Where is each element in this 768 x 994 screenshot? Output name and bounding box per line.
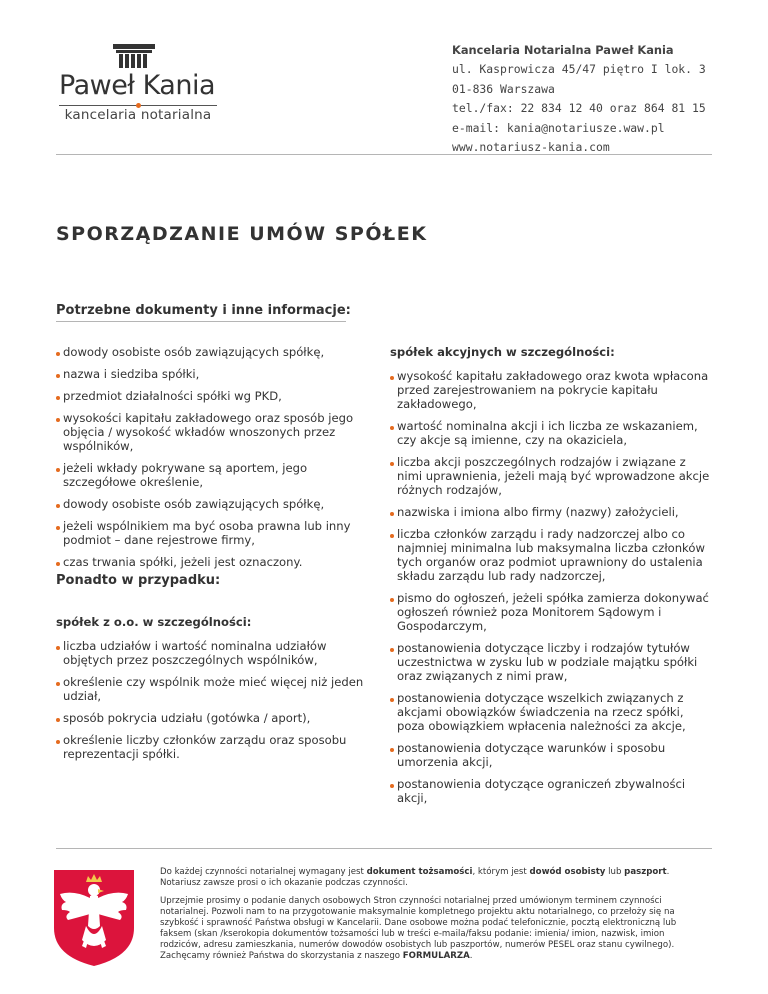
sa-item-text: postanowienia dotyczące ograniczeń zbywalności akcji,	[397, 777, 686, 805]
sa-item	[390, 741, 710, 769]
bullet-icon	[390, 598, 394, 602]
address-line-1: ul. Kasprowicza 45/47 piętro I lok. 3	[452, 62, 706, 77]
bullet-icon	[390, 462, 394, 466]
bullet-icon	[56, 468, 60, 472]
sa-item	[390, 505, 710, 519]
sa-item	[390, 777, 710, 805]
section-heading-documents: Potrzebne dokumenty i inne informacje:	[56, 303, 351, 318]
sa-item-text: liczba członków zarządu i rady nadzorczej albo co najmniej minimalna lub maksymalna liczba członków tych organów oraz podmiot uprawniony do ustalenia składu zarządu lub rady nadzorczej,	[397, 527, 705, 583]
sa-item	[390, 455, 710, 497]
address-line-2: 01-836 Warszawa	[452, 81, 555, 96]
left-column	[56, 345, 376, 577]
bullet-icon	[390, 512, 394, 516]
document-item-text: jeżeli wspólnikiem ma być osoba prawna lub inny podmiot – dane rejestrowe firmy,	[63, 519, 351, 547]
website-line[interactable]: www.notariusz-kania.com	[452, 140, 610, 155]
footer-text: .	[666, 867, 670, 877]
sa-item	[390, 369, 710, 411]
section-heading-additional: Ponadto w przypadku:	[56, 573, 221, 588]
logo-divider	[59, 105, 217, 106]
bullet-icon	[56, 504, 60, 508]
form-link[interactable]: FORMULARZA	[402, 951, 470, 961]
zoo-item-text: określenie liczby członków zarządu oraz sposobu reprezentacji spółki.	[63, 733, 347, 761]
logo-name: Paweł Kania	[59, 70, 215, 101]
sa-item	[390, 527, 710, 583]
document-item	[56, 497, 376, 511]
bullet-icon	[56, 374, 60, 378]
footer-id-note	[160, 867, 705, 889]
footer-bold-passport: paszport	[624, 867, 667, 877]
phone-line: tel./fax: 22 834 12 40 oraz 864 81 15	[452, 101, 706, 116]
logo-subtitle: kancelaria notarialna	[64, 107, 212, 123]
zoo-item	[56, 675, 376, 703]
footer-text: Uprzejmie prosimy o podanie danych osobowych Stron czynności notarialnej przed umówionym terminem czynności notarialnej. Pozwoli nam to na przygotowanie maksymalnie kompletnego projektu aktu notarialnego, co przełoży się na szybkość i sprawność Państwa obsługi w Kancelarii. Dane osobowe można podać telefonicznie, pocztą elektroniczną lub faksem (skan /kserokopia dokumentów tożsamości lub w treści e-maila/faksu podanie: imienia/ imion, nazwisk, imion rodziców, adresu zamieszkania, numerów dowodów osobistych lub paszportów, numerów PESEL oraz stanu cywilnego). Zachęcamy również Państwa do skorzystania z naszego	[160, 896, 677, 961]
zoo-list	[56, 639, 376, 761]
sa-column	[390, 345, 710, 813]
footer-divider	[56, 848, 712, 849]
bullet-icon	[56, 396, 60, 400]
document-item-text: przedmiot działalności spółki wg PKD,	[63, 389, 282, 403]
bullet-icon	[56, 718, 60, 722]
sa-item-text: pismo do ogłoszeń, jeżeli spółka zamierza dokonywać ogłoszeń również poza Monitorem Sądowym i Gospodarczym,	[397, 591, 709, 633]
office-name: Kancelaria Notarialna Paweł Kania	[452, 43, 674, 57]
bullet-icon	[390, 648, 394, 652]
email-line[interactable]: e-mail: kania@notariusze.waw.pl	[452, 120, 665, 135]
sa-item	[390, 591, 710, 633]
bullet-icon	[56, 646, 60, 650]
document-item	[56, 345, 376, 359]
document-item	[56, 367, 376, 381]
zoo-item-text: sposób pokrycia udziału (gotówka / aport),	[63, 711, 311, 725]
bullet-icon	[390, 534, 394, 538]
section-divider	[56, 321, 346, 322]
document-item-text: nazwa i siedziba spółki,	[63, 367, 200, 381]
document-item	[56, 461, 376, 489]
bullet-icon	[390, 426, 394, 430]
sa-item-text: wartość nominalna akcji i ich liczba ze wskazaniem, czy akcje są imienne, czy na okaziciela,	[397, 419, 698, 447]
document-item-text: wysokości kapitału zakładowego oraz sposób jego objęcia / wysokość wkładów wnoszonych przez wspólników,	[63, 411, 354, 453]
bullet-icon	[56, 352, 60, 356]
sa-item-text: nazwiska i imiona albo firmy (nazwy) założycieli,	[397, 505, 679, 519]
footer-notes	[160, 867, 705, 969]
zoo-item-text: liczba udziałów i wartość nominalna udziałów objętych przez poszczególnych wspólników,	[63, 639, 327, 667]
zoo-item	[56, 711, 376, 725]
sa-item-text: postanowienia dotyczące warunków i sposobu umorzenia akcji,	[397, 741, 666, 769]
document-item-text: dowody osobiste osób zawiązujących spółkę,	[63, 345, 325, 359]
zoo-heading: spółek z o.o. w szczególności:	[56, 615, 252, 629]
sa-item	[390, 419, 710, 447]
footer-text: Notariusz zawsze prosi o ich okazanie podczas czynności.	[160, 878, 408, 888]
bullet-icon	[56, 682, 60, 686]
footer-bold-id-document: dokument tożsamości	[366, 867, 473, 877]
page-title: SPORZĄDZANIE UMÓW SPÓŁEK	[56, 223, 428, 245]
sa-item-text: postanowienia dotyczące wszelkich związanych z akcjami obowiązków świadczenia na rzecz spółki, poza obowiązkiem wpłacenia należności za akcje,	[397, 691, 686, 733]
document-item-text: dowody osobiste osób zawiązujących spółkę,	[63, 497, 325, 511]
bullet-icon	[390, 698, 394, 702]
bullet-icon	[56, 740, 60, 744]
zoo-item	[56, 733, 376, 761]
bullet-icon	[390, 376, 394, 380]
polish-eagle-emblem	[52, 868, 136, 968]
footer-text: Do każdej czynności notarialnej wymagany jest	[160, 867, 367, 877]
documents-list	[56, 345, 376, 569]
document-item	[56, 555, 376, 569]
footer-text: .	[469, 951, 473, 961]
header-divider	[56, 154, 712, 155]
bullet-icon	[56, 562, 60, 566]
contact-block	[452, 41, 706, 157]
column-capital-icon	[113, 44, 155, 70]
bullet-icon	[56, 526, 60, 530]
footer-text: , którym jest	[472, 867, 530, 877]
zoo-item	[56, 639, 376, 667]
bullet-icon	[390, 784, 394, 788]
sa-item-text: postanowienia dotyczące liczby i rodzajów tytułów uczestnictwa w zysku lub w podziale majątku spółki oraz związanych z nimi praw,	[397, 641, 698, 683]
document-item-text: jeżeli wkłady pokrywane są aportem, jego szczegółowe określenie,	[63, 461, 308, 489]
zoo-item-text: określenie czy wspólnik może mieć więcej niż jeden udział,	[63, 675, 364, 703]
sa-item-text: wysokość kapitału zakładowego oraz kwota wpłacona przed zarejestrowaniem na pokrycie kapitału zakładowego,	[397, 369, 709, 411]
bullet-icon	[390, 748, 394, 752]
sa-item	[390, 641, 710, 683]
sa-list	[390, 369, 710, 805]
footer-data-request	[160, 896, 705, 962]
sa-item-text: liczba akcji poszczególnych rodzajów i związane z nimi uprawnienia, jeżeli mają być wprowadzone akcje różnych rodzajów,	[397, 455, 710, 497]
sa-item	[390, 691, 710, 733]
document-item	[56, 519, 376, 547]
bullet-icon	[56, 418, 60, 422]
footer-bold-id-card: dowód osobisty	[529, 867, 606, 877]
zoo-column	[56, 615, 376, 769]
document-item	[56, 411, 376, 453]
sa-heading: spółek akcyjnych w szczególności:	[390, 345, 615, 359]
footer-text: lub	[605, 867, 625, 877]
document-item-text: czas trwania spółki, jeżeli jest oznaczony.	[63, 555, 303, 569]
document-item	[56, 389, 376, 403]
